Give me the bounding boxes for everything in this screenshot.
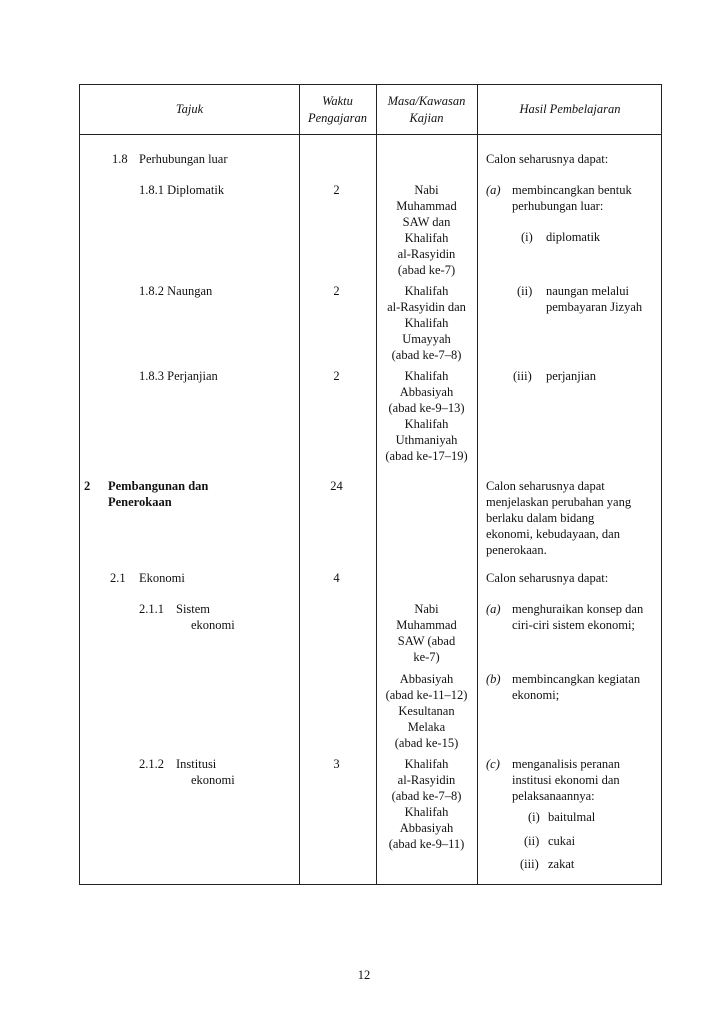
row-2-1-2-letter: (c) [486, 757, 500, 771]
row-1-8-1-sub-number: (i) [521, 230, 533, 244]
row-2-1-1-label [176, 601, 235, 633]
masa-line: Khalifah [404, 417, 449, 431]
row-2-1-1-hasil-b [512, 671, 640, 703]
header-masa-line1: Masa/Kawasan [387, 93, 466, 108]
masa-line: (abad ke-17–19) [385, 449, 468, 463]
row-2-1-2-number: 2.1.2 [139, 757, 164, 771]
header-tajuk [80, 85, 299, 134]
row-1-8-1-sub-text: diplomatik [546, 230, 601, 244]
row-1-8-1-masa [376, 182, 477, 278]
hasil-line: naungan melalui [546, 284, 629, 298]
row-2-1-waktu: 4 [333, 571, 340, 585]
masa-line: (abad ke-7–8) [391, 348, 462, 362]
hasil-line: penerokaan. [486, 543, 547, 557]
header-waktu [299, 85, 376, 134]
row-1-8-number: 1.8 [112, 152, 128, 166]
header-waktu-line2: Pengajaran [307, 110, 368, 125]
masa-line: (abad ke-11–12) [385, 688, 468, 702]
row-2-1-1-letter-b: (b) [486, 672, 501, 686]
masa-line: Muhammad [396, 199, 457, 213]
row-1-8-1-hasil [512, 182, 632, 214]
row-1-8-2-label: 1.8.2 Naungan [139, 284, 213, 298]
row-1-8-1-label: 1.8.1 Diplomatik [139, 183, 225, 197]
masa-line: al-Rasyidin dan [387, 300, 466, 314]
row-2-1-1-masa-a [376, 601, 477, 665]
hasil-line: pelaksanaannya: [512, 789, 595, 803]
masa-line: Nabi [414, 602, 439, 616]
masa-line: Uthmaniyah [395, 433, 458, 447]
header-tajuk-text: Tajuk [175, 102, 204, 116]
title-line: Penerokaan [108, 495, 172, 509]
row-2-1-number: 2.1 [110, 571, 126, 585]
row-1-8-2-waktu: 2 [333, 284, 340, 298]
masa-line: al-Rasyidin [397, 247, 456, 261]
masa-line: (abad ke-7) [397, 263, 456, 277]
masa-line: Melaka [407, 720, 446, 734]
header-waktu-line1: Waktu [322, 93, 353, 108]
masa-line: Abbasiyah [399, 672, 454, 686]
row-1-8-1-letter: (a) [486, 183, 501, 197]
row-2-title [108, 478, 208, 510]
masa-line: ke-7) [413, 650, 440, 664]
masa-line: Nabi [414, 183, 439, 197]
masa-line: Abbasiyah [399, 821, 454, 835]
row-1-8-2-sub-number: (ii) [517, 284, 533, 298]
row-2-1-2-sub-text: baitulmal [548, 810, 596, 824]
masa-line: Khalifah [404, 316, 449, 330]
row-1-8-3-sub-number: (iii) [513, 369, 532, 383]
row-1-8-3-masa [376, 368, 477, 464]
row-1-8-hasil: Calon seharusnya dapat: [486, 152, 609, 166]
hasil-line: menjelaskan perubahan yang [486, 495, 632, 509]
hasil-line: berlaku dalam bidang [486, 511, 595, 525]
masa-line: Umayyah [402, 332, 451, 346]
hasil-line: institusi ekonomi dan [512, 773, 620, 787]
title-line: Pembangunan dan [108, 479, 209, 493]
row-1-8-3-label: 1.8.3 Perjanjian [139, 369, 218, 383]
label-line: Sistem [176, 602, 211, 616]
row-2-1-1-number: 2.1.1 [139, 602, 164, 616]
hasil-line: ekonomi; [512, 688, 560, 702]
header-hasil [477, 85, 663, 134]
masa-line: (abad ke-15) [394, 736, 459, 750]
row-2-1-2-sub-number: (i) [528, 810, 540, 824]
row-2-1-2-hasil [512, 756, 620, 804]
row-2-1-2-sub-number: (iii) [520, 857, 539, 871]
row-2-1-title: Ekonomi [139, 571, 185, 585]
hasil-line: membincangkan bentuk [512, 183, 632, 197]
column-divider [477, 85, 478, 884]
row-2-hasil [486, 478, 631, 558]
label-line: Institusi [176, 757, 217, 771]
row-2-1-hasil: Calon seharusnya dapat: [486, 571, 609, 585]
hasil-line: menghuraikan konsep dan [512, 602, 644, 616]
label-line: ekonomi [191, 773, 235, 787]
row-2-waktu: 24 [330, 479, 343, 493]
masa-line: Kesultanan [398, 704, 455, 718]
masa-line: (abad ke-9–13) [388, 401, 465, 415]
hasil-line: pembayaran Jizyah [546, 300, 643, 314]
masa-line: al-Rasyidin [397, 773, 456, 787]
masa-line: (abad ke-9–11) [388, 837, 465, 851]
masa-line: Khalifah [404, 284, 449, 298]
label-line: ekonomi [191, 618, 235, 632]
masa-line: Muhammad [396, 618, 457, 632]
hasil-line: membincangkan kegiatan [512, 672, 641, 686]
row-2-1-2-sub-number: (ii) [524, 834, 540, 848]
row-2-1-2-waktu: 3 [333, 757, 340, 771]
masa-line: Abbasiyah [399, 385, 454, 399]
masa-line: Khalifah [404, 369, 449, 383]
row-2-1-1-masa-b [376, 671, 477, 751]
row-1-8-title: Perhubungan luar [139, 152, 228, 166]
hasil-line: Calon seharusnya dapat [486, 479, 605, 493]
hasil-line: ekonomi, kebudayaan, dan [486, 527, 620, 541]
header-divider [80, 134, 661, 135]
row-2-1-1-hasil-a [512, 601, 643, 633]
masa-line: Khalifah [404, 231, 449, 245]
row-2-1-2-masa [376, 756, 477, 852]
row-1-8-3-sub-text: perjanjian [546, 369, 596, 383]
page-number: 12 [357, 968, 371, 982]
masa-line: (abad ke-7–8) [391, 789, 462, 803]
row-1-8-3-waktu: 2 [333, 369, 340, 383]
row-1-8-2-sub-text [546, 283, 642, 315]
row-1-8-1-waktu: 2 [333, 183, 340, 197]
row-2-1-2-label [176, 756, 235, 788]
hasil-line: ciri-ciri sistem ekonomi; [512, 618, 635, 632]
header-masa-line2: Kajian [409, 110, 444, 125]
row-2-1-2-sub-text: cukai [548, 834, 576, 848]
header-hasil-text: Hasil Pembelajaran [519, 102, 621, 116]
hasil-line: menganalisis peranan [512, 757, 620, 771]
row-2-1-2-sub-text: zakat [548, 857, 575, 871]
hasil-line: perhubungan luar: [512, 199, 604, 213]
masa-line: Khalifah [404, 805, 449, 819]
header-masa [376, 85, 477, 134]
row-2-number: 2 [84, 479, 91, 493]
masa-line: SAW (abad [397, 634, 456, 648]
masa-line: Khalifah [404, 757, 449, 771]
masa-line: SAW dan [402, 215, 451, 229]
row-1-8-2-masa [376, 283, 477, 363]
row-2-1-1-letter-a: (a) [486, 602, 501, 616]
